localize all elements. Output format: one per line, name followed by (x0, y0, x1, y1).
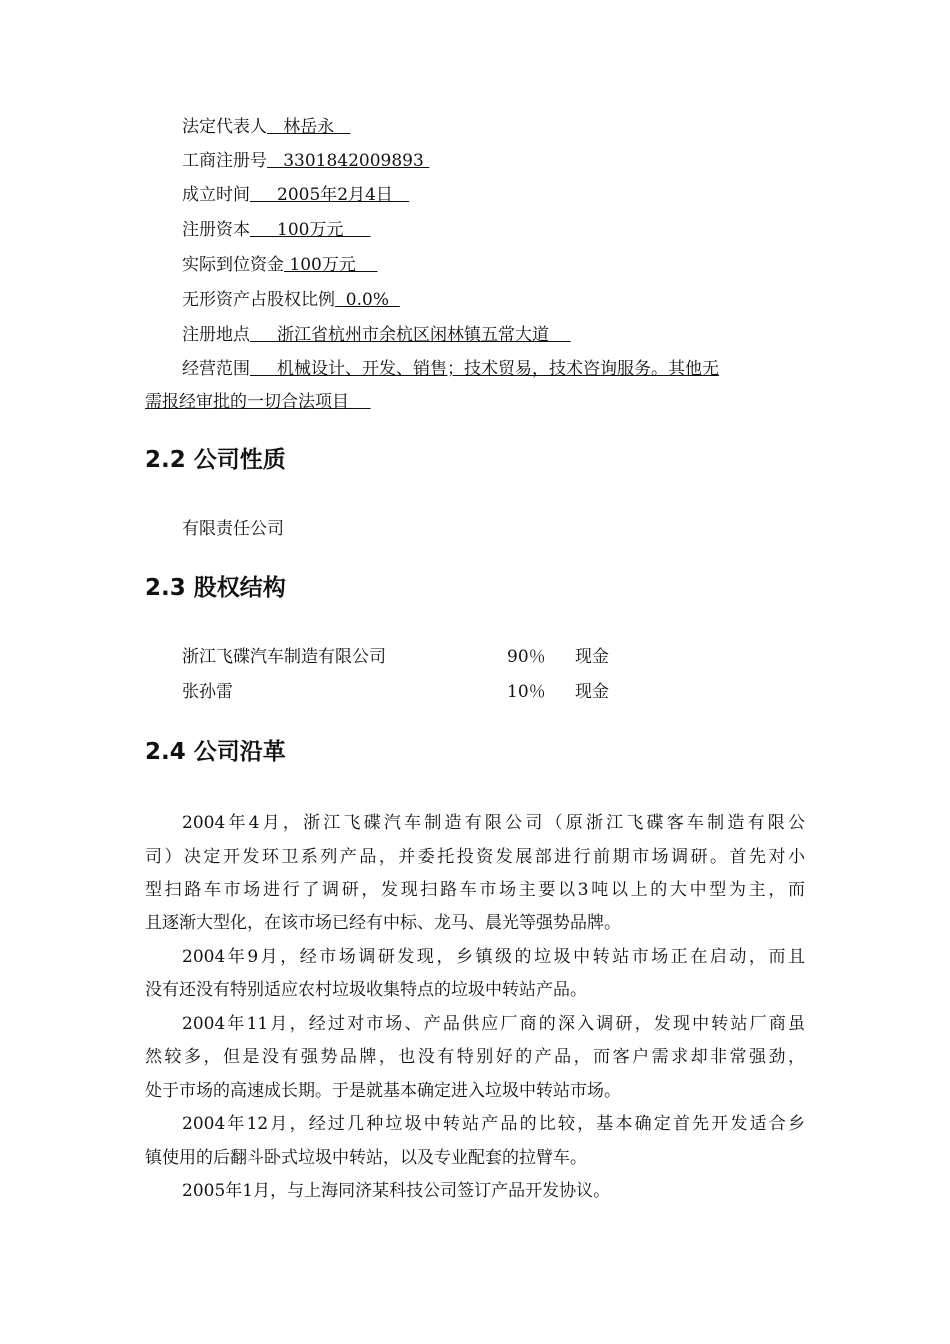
history-line: 镇使用的后翻斗卧式垃圾中转站，以及专业配套的拉臂车。 (145, 1148, 587, 1168)
history-line: 2004年4月，浙江飞碟汽车制造有限公司（原浙江飞碟客车制造有限公 (182, 813, 805, 833)
history-line: 2005年1月，与上海同济某科技公司签订产品开发协议。 (182, 1181, 611, 1201)
history-line: 型扫路车市场进行了调研，发现扫路车市场主要以3吨以上的大中型为主，而 (145, 880, 805, 900)
history-line: 司）决定开发环卫系列产品，并委托投资发展部进行前期市场调研。首先对小 (145, 847, 805, 867)
address-value: 浙江省杭州市余杭区闲林镇五常大道 (250, 325, 571, 345)
paid-capital-label: 实际到位资金 (182, 255, 284, 275)
company-nature-text: 有限责任公司 (182, 519, 284, 539)
scope-continuation (145, 391, 371, 413)
history-line: 2004年12月，经过几种垃圾中转站产品的比较，基本确定首先开发适合乡 (182, 1114, 805, 1134)
history-line: 处于市场的高速成长期。于是就基本确定进入垃圾中转站市场。 (145, 1081, 621, 1101)
equity-type: 现金 (575, 682, 609, 702)
intangible-field (182, 289, 400, 311)
equity-holder-name: 浙江飞碟汽车制造有限公司 (182, 647, 386, 667)
scope-label: 经营范围 (182, 359, 250, 379)
history-line: 2004年11月，经过对市场、产品供应厂商的深入调研，发现中转站厂商虽 (182, 1014, 805, 1034)
scope-value-line2: 需报经审批的一切合法项目 (145, 392, 371, 412)
scope-field (182, 358, 719, 380)
scope-value-line1: 机械设计、开发、销售；技术贸易，技术咨询服务。其他无 (250, 359, 720, 379)
paid-capital-value: 100万元 (284, 255, 378, 275)
reg-no-label: 工商注册号 (182, 151, 267, 171)
address-label: 注册地点 (182, 325, 250, 345)
capital-value: 100万元 (250, 220, 371, 240)
reg-no-field (182, 150, 429, 172)
capital-label: 注册资本 (182, 220, 250, 240)
legal-rep-label: 法定代表人 (182, 117, 267, 137)
intangible-value: 0.0% (335, 290, 400, 310)
equity-type: 现金 (575, 647, 609, 667)
equity-holder-name: 张孙雷 (182, 682, 233, 702)
history-line: 且逐渐大型化，在该市场已经有中标、龙马、晨光等强势品牌。 (145, 913, 621, 933)
history-line: 然较多，但是没有强势品牌，也没有特别好的产品，而客户需求却非常强劲， (145, 1047, 805, 1067)
legal-rep-field (182, 116, 350, 138)
paid-capital-field (182, 254, 377, 276)
founded-label: 成立时间 (182, 185, 250, 205)
legal-rep-value: 林岳永 (267, 117, 351, 137)
history-line: 2004年9月，经市场调研发现，乡镇级的垃圾中转站市场正在启动，而且 (182, 947, 805, 967)
equity-percent: 10％ (507, 682, 546, 702)
history-line: 没有还没有特别适应农村垃圾收集特点的垃圾中转站产品。 (145, 980, 587, 1000)
capital-field (182, 219, 371, 241)
section-heading-2-3: 2.3 股权结构 (145, 575, 286, 601)
address-field (182, 324, 571, 346)
equity-percent: 90％ (507, 647, 546, 667)
founded-field (182, 184, 409, 206)
section-heading-2-2: 2.2 公司性质 (145, 447, 286, 473)
intangible-label: 无形资产占股权比例 (182, 290, 335, 310)
reg-no-value: 3301842009893 (267, 151, 430, 171)
section-heading-2-4: 2.4 公司沿革 (145, 739, 286, 765)
founded-value: 2005年2月4日 (250, 185, 410, 205)
